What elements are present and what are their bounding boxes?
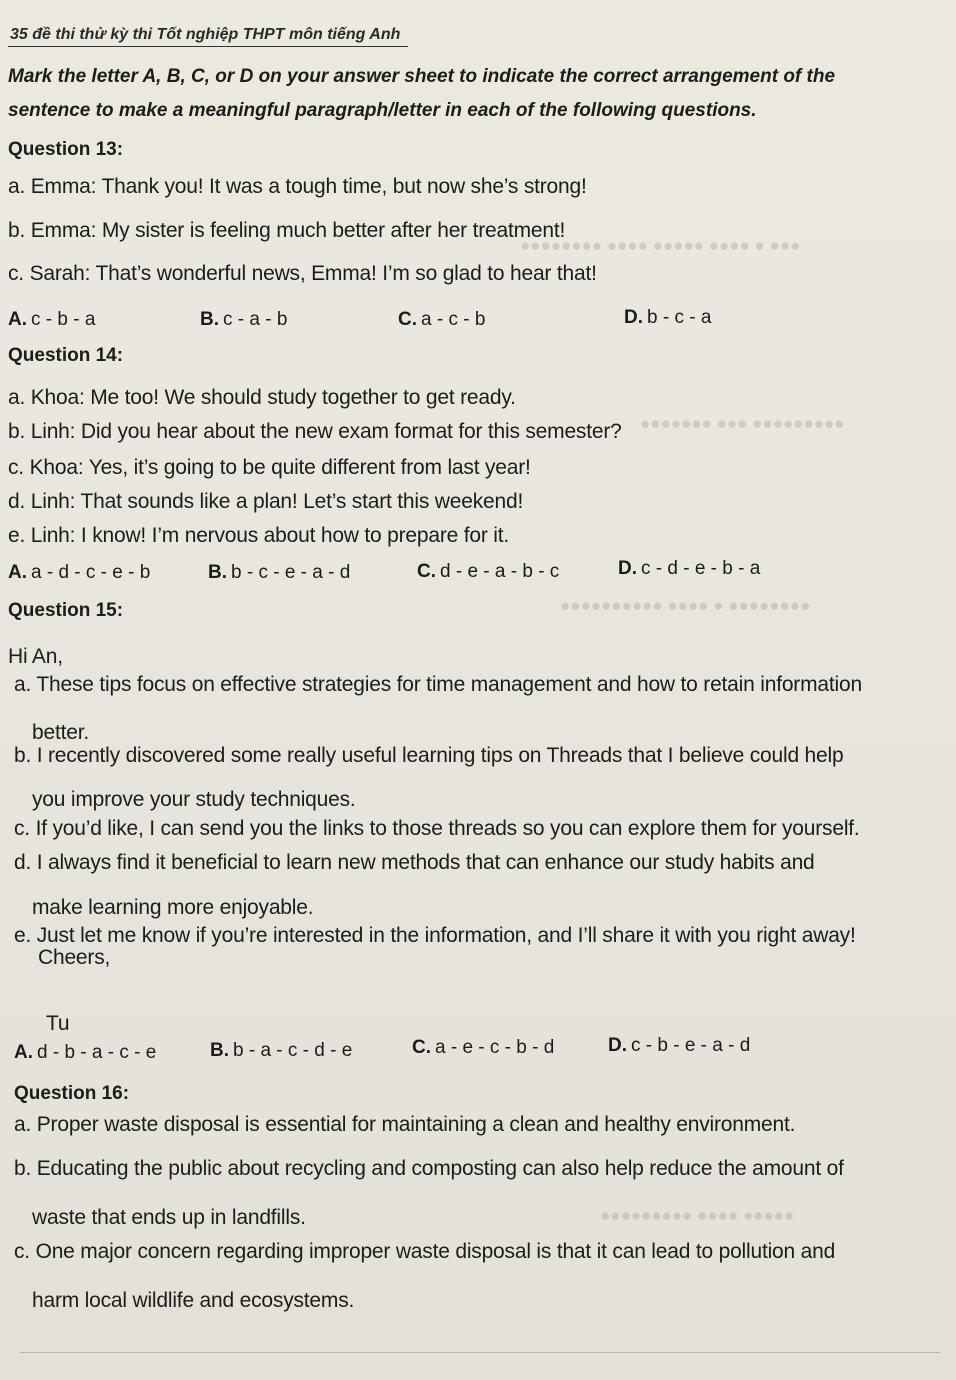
q13-option-a[interactable] <box>8 309 95 331</box>
q15-greeting: Hi An, <box>8 645 63 668</box>
q16-line-c: c. One major concern regarding improper waste disposal is that it can lead to pollution and <box>14 1240 836 1263</box>
q14-line-c: c. Khoa: Yes, it’s going to be quite different from last year! <box>8 456 531 479</box>
q15-line-a-cont: better. <box>32 721 89 744</box>
q15-option-a[interactable] <box>14 1042 156 1064</box>
question-13-title: Question 13: <box>8 139 124 160</box>
header-underline <box>8 46 408 47</box>
option-letter: B. <box>210 1040 229 1061</box>
instruction-text: Mark the letter A, B, C, or D on your answer sheet to indicate the correct arrangement of the sentence to make a meaningful paragraph/letter in each of the following questions. <box>8 66 836 121</box>
bleed-through-decoration: ●●●●●●●● ● ●●●● ●●●●●●●●●● <box>560 596 811 615</box>
option-text: b - c - a <box>647 307 712 328</box>
option-text: c - b - e - a - d <box>631 1035 751 1056</box>
option-letter: D. <box>608 1035 627 1056</box>
q14-line-b: b. Linh: Did you hear about the new exam format for this semester? <box>8 420 622 443</box>
option-text: c - a - b <box>223 309 288 330</box>
q14-option-c[interactable] <box>417 561 559 583</box>
option-letter: B. <box>200 309 219 330</box>
q15-signature: Tu <box>46 1012 70 1035</box>
q16-line-b: b. Educating the public about recycling and composting can also help reduce the amount of <box>14 1157 844 1180</box>
option-text: a - c - b <box>421 309 486 330</box>
bleed-through-decoration: ●●●●● ●●●● ●●●●●●●●● <box>600 1206 795 1225</box>
q16-line-c-cont: harm local wildlife and ecosystems. <box>32 1289 355 1312</box>
q14-line-a: a. Khoa: Me too! We should study together to get ready. <box>8 386 516 409</box>
option-text: c - d - e - b - a <box>641 558 761 579</box>
q15-line-b: b. I recently discovered some really useful learning tips on Threads that I believe could help <box>14 744 844 767</box>
q14-option-b[interactable] <box>208 562 350 584</box>
question-14-title: Question 14: <box>8 345 124 366</box>
option-letter: A. <box>8 309 27 330</box>
option-letter: A. <box>8 562 27 583</box>
q13-option-b[interactable] <box>200 309 287 331</box>
q13-line-a: a. Emma: Thank you! It was a tough time, but now she’s strong! <box>8 175 587 198</box>
option-letter: D. <box>618 558 637 579</box>
q15-option-d[interactable] <box>608 1035 750 1057</box>
option-letter: D. <box>624 307 643 328</box>
q13-line-b: b. Emma: My sister is feeling much better after her treatment! <box>8 219 566 242</box>
q15-line-e: e. Just let me know if you’re interested in the information, and I’ll share it with you right away! <box>14 924 856 947</box>
q14-option-a[interactable] <box>8 562 150 584</box>
q16-line-a: a. Proper waste disposal is essential for maintaining a clean and healthy environment. <box>14 1113 796 1136</box>
q13-option-c[interactable] <box>398 309 485 331</box>
option-letter: C. <box>417 561 436 582</box>
q15-line-d-cont: make learning more enjoyable. <box>32 896 314 919</box>
question-15-title: Question 15: <box>8 600 124 621</box>
option-text: d - b - a - c - e <box>37 1042 157 1063</box>
option-text: b - a - c - d - e <box>233 1040 353 1061</box>
option-text: c - b - a <box>31 309 96 330</box>
q14-line-e: e. Linh: I know! I’m nervous about how to prepare for it. <box>8 524 510 547</box>
q14-option-d[interactable] <box>618 558 760 580</box>
q15-line-b-cont: you improve your study techniques. <box>32 788 356 811</box>
option-text: d - e - a - b - c <box>440 561 560 582</box>
question-16-title: Question 16: <box>14 1083 130 1104</box>
option-text: a - e - c - b - d <box>435 1037 555 1058</box>
q16-line-b-cont: waste that ends up in landfills. <box>32 1206 306 1229</box>
q15-signoff: Cheers, <box>38 946 111 969</box>
option-letter: B. <box>208 562 227 583</box>
q15-line-d: d. I always find it beneficial to learn new methods that can enhance our study habits and <box>14 851 815 874</box>
q14-line-d: d. Linh: That sounds like a plan! Let’s start this weekend! <box>8 490 524 513</box>
q13-line-c: c. Sarah: That’s wonderful news, Emma! I’m so glad to hear that! <box>8 262 597 285</box>
option-text: a - d - c - e - b <box>31 562 151 583</box>
q15-option-b[interactable] <box>210 1040 352 1062</box>
q15-line-c: c. If you’d like, I can send you the links to those threads so you can explore them for yourself. <box>14 817 860 840</box>
option-letter: C. <box>398 309 417 330</box>
header-title: 35 đề thi thử kỳ thi Tốt nghiệp THPT môn tiếng Anh <box>10 26 401 43</box>
q15-option-c[interactable] <box>412 1037 554 1059</box>
option-letter: C. <box>412 1037 431 1058</box>
bleed-through-decoration: ●●● ● ●●●● ●●●●● ●●●● ●●●●●●●● <box>520 236 801 255</box>
q13-option-d[interactable] <box>624 307 711 329</box>
option-letter: A. <box>14 1042 33 1063</box>
q15-line-a: a. These tips focus on effective strategies for time management and how to retain information <box>14 673 862 696</box>
page-divider <box>20 1352 940 1353</box>
option-text: b - c - e - a - d <box>231 562 351 583</box>
bleed-through-decoration: ●●●●●●●●● ●●● ●●●●●●● <box>640 414 845 433</box>
